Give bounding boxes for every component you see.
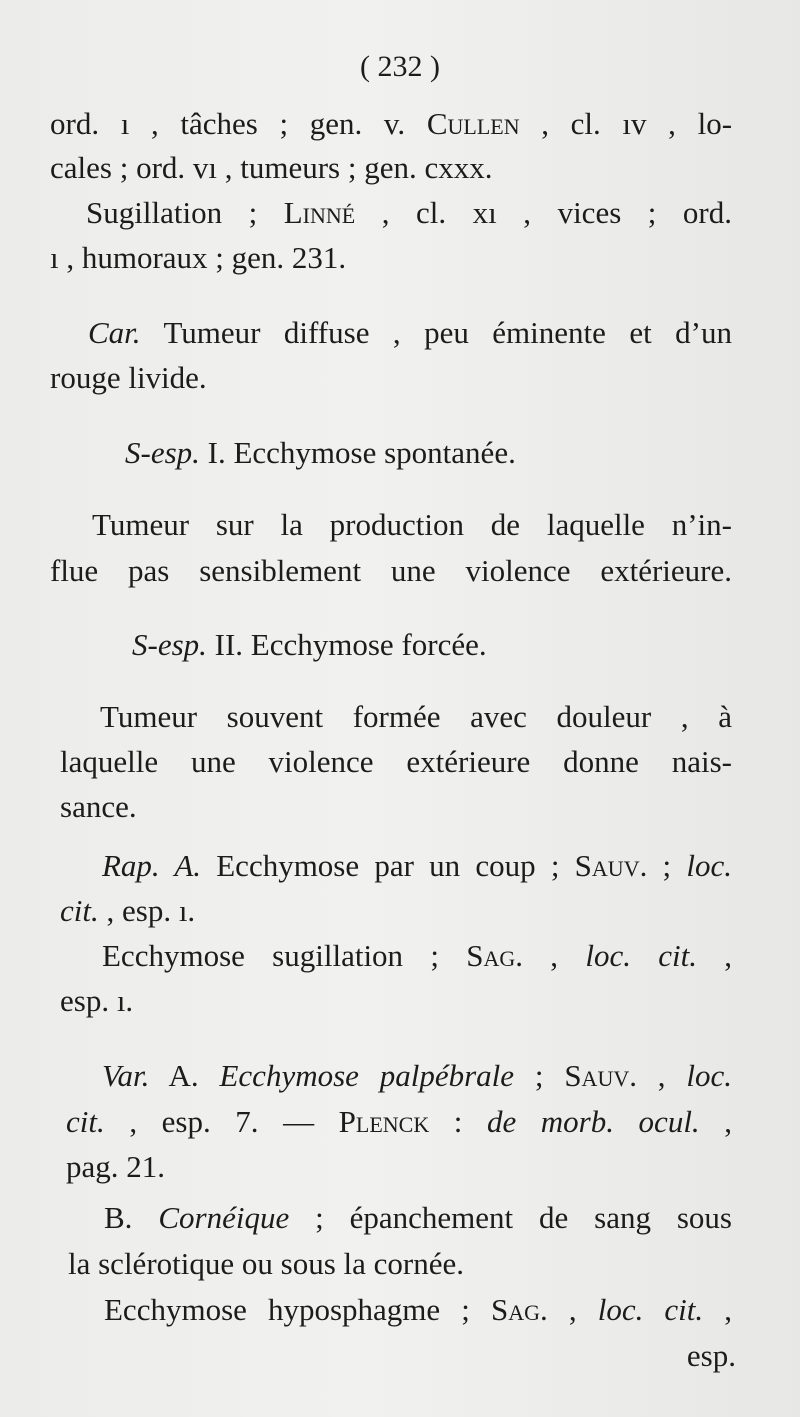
text-span: , esp. ı.: [98, 893, 196, 928]
text-span: , cl. xı , vices ; ord.: [355, 195, 732, 230]
text-span: ;: [514, 1058, 565, 1093]
text-span: ; épanchement de sang sous: [289, 1200, 732, 1235]
subsection-title: I. Ecchymose spontanée.: [199, 435, 516, 470]
variety-name: Ecchymose palpébrale: [219, 1058, 515, 1093]
citation-abbrev: cit.: [66, 1104, 105, 1139]
text-span: esp. ı.: [60, 983, 134, 1018]
text-span: flue pas sensiblement une violence extérieure.: [50, 553, 732, 588]
author-sauv: Sauv.: [564, 1058, 637, 1093]
section-label-s-esp: S-esp.: [132, 627, 207, 662]
text-span: A.: [149, 1058, 220, 1093]
author-linne: Linné: [283, 195, 356, 230]
text-span: ,: [523, 938, 586, 973]
author-cullen: Cullen: [426, 106, 520, 141]
text-span: cales ; ord. vı , tumeurs ; gen. cxxx.: [50, 150, 493, 185]
text-span: ;: [647, 848, 687, 883]
text-span: ,: [699, 1104, 732, 1139]
text-span: ,: [636, 1058, 687, 1093]
page-number: ( 232 ): [360, 50, 440, 83]
text-span: la sclérotique ou sous la cornée.: [68, 1246, 464, 1281]
text-span: , esp. 7. —: [104, 1104, 339, 1139]
section-label-var: Var.: [102, 1058, 150, 1093]
catchword: esp.: [686, 1338, 736, 1373]
text-span: Sugillation ;: [86, 195, 284, 230]
citation-abbrev: loc.: [686, 848, 732, 883]
text-span: sance.: [60, 789, 137, 824]
work-title: de morb. ocul.: [486, 1104, 700, 1139]
text-span: Tumeur souvent formée avec douleur , à: [100, 699, 732, 734]
text-span: :: [429, 1104, 487, 1139]
text-span: Ecchymose sugillation ;: [102, 938, 467, 973]
variety-name: Cornéique: [158, 1200, 290, 1235]
citation-abbrev: cit.: [60, 893, 99, 928]
text-span: Ecchymose par un coup ;: [201, 848, 575, 883]
text-span: , cl. ıv , lo-: [519, 106, 733, 141]
text-span: ı , humoraux ; gen. 231.: [50, 240, 347, 275]
section-label-car: Car.: [88, 315, 141, 350]
text-span: ord. ı , tâches ; gen. v.: [50, 106, 427, 141]
text-span: ,: [547, 1292, 598, 1327]
text-span: Tumeur diffuse , peu éminente et d’un: [140, 315, 732, 350]
text-span: rouge livide.: [50, 360, 207, 395]
text-span: ,: [696, 938, 732, 973]
text-span: Ecchymose hyposphagme ;: [104, 1292, 491, 1327]
text-span: Tumeur sur la production de laquelle n’in-: [92, 507, 732, 542]
author-plenck: Plenck: [338, 1104, 430, 1139]
citation-abbrev: loc.: [686, 1058, 732, 1093]
author-sag: Sag.: [490, 1292, 548, 1327]
text-span: ,: [703, 1292, 732, 1327]
text-span: pag. 21.: [66, 1149, 166, 1184]
citation-abbrev: loc. cit.: [597, 1292, 704, 1327]
text-span: B.: [104, 1200, 159, 1235]
subsection-title: II. Ecchymose forcée.: [206, 627, 487, 662]
author-sag: Sag.: [466, 938, 524, 973]
author-sauv: Sauv.: [574, 848, 648, 883]
text-span: laquelle une violence extérieure donne nais-: [60, 744, 732, 779]
citation-abbrev: loc. cit.: [585, 938, 697, 973]
section-label-rap: Rap. A.: [102, 848, 202, 883]
section-label-s-esp: S-esp.: [125, 435, 200, 470]
